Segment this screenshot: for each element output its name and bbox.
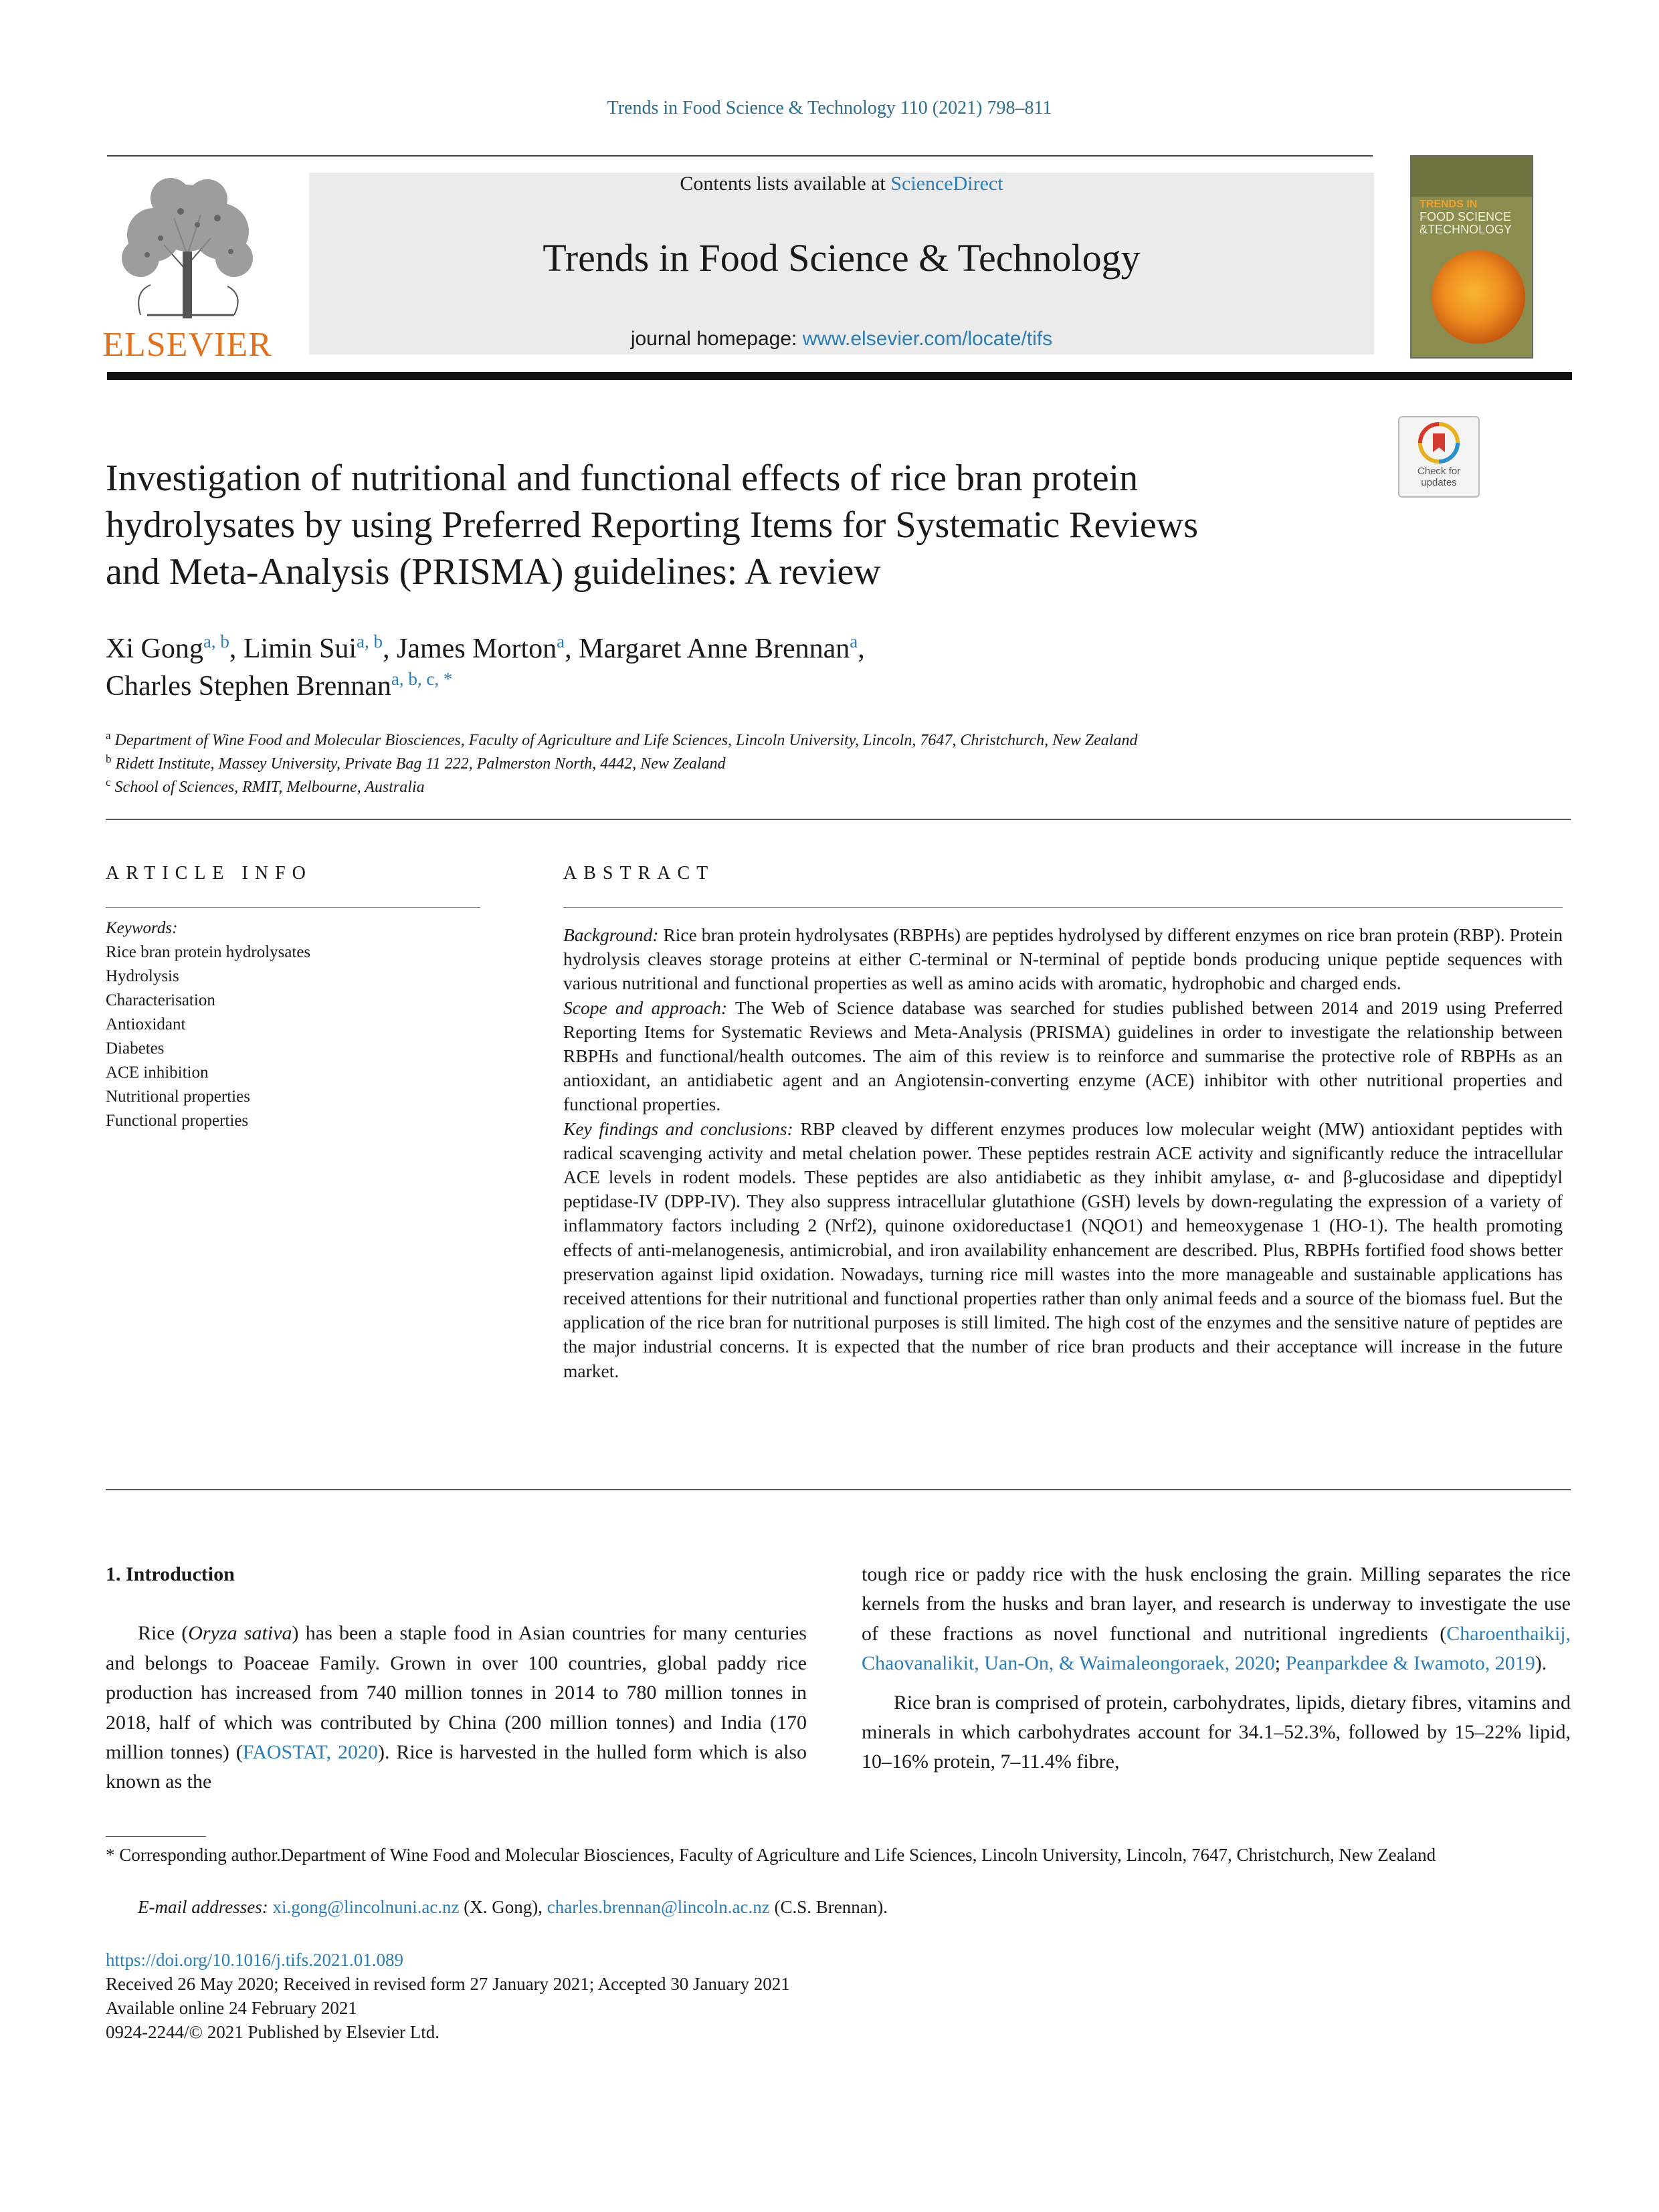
abstract-findings-text: RBP cleaved by different enzymes produces low molecular weight (MW) antioxidant peptides with radical scavenging activity and metal chelation power. These peptides restrain ACE activity and significantly reduce the intracellular ACE levels in rodent models. These peptides are also antidiabetic as they inhibit amylase, α- and β-glucosidase and dipeptidyl peptidase-IV (DPP-IV). They also suppress intracellular glutathione (GSH) levels by down-regulating the expression of a variety of inflammatory factors including 2 (Nrf2), quinone oxidoreductase1 (NQO1) and hemeoxygenase 1 (HO-1). The health promoting effects of anti-melanogenesis, antimicrobial, and iron availability enhancement are described. Plus, RBPHs fortified food shows better preservation against lipid oxidation. Nowadays, turning rice mill wastes into the more manageable and sustainable applications has received attentions for their nutritional and functional properties rather than only animal feeds and a source of the biomass fuel. But the application of the rice bran for nutritional purposes is still limited. The high cost of the enzymes and the sensitive nature of peptides are the major industrial concerns. It is expected that the number of rice bran products and their acceptance will increase in the future market. [563,1118,1563,1381]
email-link-brennan[interactable]: charles.brennan@lincoln.ac.nz [547,1897,770,1917]
article-info-heading: ARTICLE INFO [106,863,312,884]
received-dates: Received 26 May 2020; Received in revised form 27 January 2021; Accepted 30 January 2021 [106,1974,790,1994]
author-name[interactable]: Limin Sui [243,633,357,664]
affiliation-divider [106,819,1571,820]
sciencedirect-link[interactable]: ScienceDirect [890,173,1003,195]
journal-citation-link[interactable]: Trends in Food Science & Technology 110 (2021) 798–811 [607,98,1052,118]
intro-text: ). Rice is harvested in the hulled form which is also known as the [106,1741,807,1793]
keyword: Diabetes [106,1039,165,1058]
elsevier-wordmark: ELSEVIER [102,326,272,364]
author-separator: , [383,633,397,664]
cover-title-line2: &TECHNOLOGY [1420,223,1512,236]
affiliation-c [106,776,1571,799]
journal-homepage-link[interactable]: www.elsevier.com/locate/tifs [802,328,1053,350]
abstract-findings [563,1117,1563,1383]
article-title [106,455,1363,595]
abstract-scope-text: The Web of Science database was searched for studies published between 2014 and 2019 using Preferred Reporting Items for Systematic Reviews and Meta-Analysis (PRISMA) guidelines in order to investigate the relationship between RBPHs and functional/health outcomes. The aim of this review is to reinforce and summarise the protective role of RBPHs as an antioxidant, an antidiabetic agent and an Angiotensin-converting enzyme (ACE) inhibitor with other nutritional properties and functional properties. [563,997,1563,1115]
author-name[interactable]: Xi Gong [106,633,203,664]
intro-paragraph-1 [106,1619,807,1797]
affiliation-text: Ridett Institute, Massey University, Private Bag 11 222, Palmerston North, 4442, New Zealand [115,755,726,773]
cover-title [1420,198,1527,236]
check-for-updates-label: Check for updates [1417,466,1461,488]
keyword: Characterisation [106,991,215,1009]
author-list [106,630,1377,705]
doi-link[interactable]: https://doi.org/10.1016/j.tifs.2021.01.089 [106,1950,404,1970]
intro-paragraph-2: Rice bran is comprised of protein, carbohydrates, lipids, dietary fibres, vitamins and minerals in which carbohydrates account for 34.1–52.3%, followed by 15–22% lipid, 10–16% protein, 7–11.4% fibre, [862,1691,1571,1773]
header-bottom-rule [107,372,1572,380]
keyword: Antioxidant [106,1015,186,1033]
article-info-rule [106,907,480,908]
citation-link-faostat[interactable]: FAOSTAT, 2020 [242,1741,378,1764]
affiliation-a [106,729,1571,752]
author-affiliation-marks[interactable]: a [557,631,565,651]
cover-brand: TRENDS IN [1420,199,1478,210]
citation-separator: ; [1274,1652,1286,1675]
abstract-background-label: Background: [563,924,659,945]
author-affiliation-marks[interactable]: a, b [357,631,383,651]
keyword: Functional properties [106,1112,249,1130]
bookmark-icon [1399,417,1478,466]
email-addresses [138,1894,1569,1920]
title-line: Investigation of nutritional and functional effects of rice bran protein [106,458,1139,499]
keywords-label: Keywords: [106,919,178,937]
author-name[interactable]: Charles Stephen Brennan [106,671,391,702]
species-name: Oryza sativa [188,1622,292,1645]
author-affiliation-marks[interactable]: a, b, c, * [391,669,453,689]
available-online-date: Available online 24 February 2021 [106,1998,357,2018]
journal-cover-image[interactable] [1410,155,1533,359]
intro-text: ). [1535,1652,1547,1675]
copyright-line: 0924-2244/© 2021 Published by Elsevier Ltd. [106,2022,440,2042]
author-separator: , [565,633,579,664]
body-left-column [106,1560,807,1797]
affiliation-mark: c [106,776,111,789]
email-owner: (X. Gong), [459,1897,547,1917]
author-separator: , [229,633,243,664]
cover-fruit-graphic [1432,250,1525,344]
keyword: ACE inhibition [106,1064,209,1082]
journal-homepage-line [309,328,1374,350]
email-link-gong[interactable]: xi.gong@lincolnuni.ac.nz [272,1897,460,1917]
author-affiliation-marks[interactable]: a [850,631,858,651]
intro-text: ) has been a staple food in Asian countries for many centuries and belongs to Poaceae Family. Grown in over 100 countries, global paddy rice production has increased from 740 million tonnes in 2014 to 780 million tonnes in 2018, half of which was contributed by China (200 million tonnes) and India (170 million tonnes) ( [106,1622,807,1764]
contents-available-line [309,173,1374,195]
abstract-rule [563,907,1563,908]
body-right-column [862,1560,1571,1777]
title-line: and Meta-Analysis (PRISMA) guidelines: A review [106,551,881,593]
affiliation-text: School of Sciences, RMIT, Melbourne, Australia [114,779,425,796]
keyword: Rice bran protein hydrolysates [106,943,311,961]
author-name[interactable]: James Morton [397,633,557,664]
author-affiliation-marks[interactable]: a, b [203,631,229,651]
corresponding-author-note: * Corresponding author.Department of Wine Food and Molecular Biosciences, Faculty of Agriculture and Life Sciences, Lincoln University, Lincoln, 7647, Christchurch, New Zealand [106,1845,1436,1865]
email-label: E-mail addresses: [138,1897,268,1917]
journal-name: Trends in Food Science & Technology [543,236,1141,280]
citation-link-charoenthaikij[interactable]: Charoenthaikij, Chaovanalikit, Uan-On, & Waimaleongoraek, 2020 [862,1622,1571,1675]
title-line: hydrolysates by using Preferred Reporting Items for Systematic Reviews [106,504,1198,546]
affiliation-mark: b [106,752,112,765]
keyword: Hydrolysis [106,967,179,985]
contents-prefix: Contents lists available at [680,173,891,195]
homepage-prefix: journal homepage: [630,328,803,350]
abstract-heading: ABSTRACT [563,863,715,884]
affiliation-text: Department of Wine Food and Molecular Biosciences, Faculty of Agriculture and Life Sciences, Lincoln University, Lincoln, 7647, Christchurch, New Zealand [114,732,1138,749]
cover-title-line1: FOOD SCIENCE [1420,210,1512,223]
keywords-block [106,916,480,1133]
check-for-updates-button[interactable] [1398,416,1480,498]
author-name[interactable]: Margaret Anne Brennan [579,633,850,664]
intro-text: tough rice or paddy rice with the husk enclosing the grain. Milling separates the rice kernels from the husks and bran layer, and research is underway to investigate the use of these fractions as novel functional and nutritional ingredients ( [862,1563,1571,1645]
abstract-background [563,923,1563,996]
keyword: Nutritional properties [106,1088,250,1106]
abstract-scope-label: Scope and approach: [563,997,728,1018]
affiliation-mark: a [106,729,111,742]
abstract-bottom-divider [106,1489,1571,1490]
citation-link-peanparkdee[interactable]: Peanparkdee & Iwamoto, 2019 [1285,1652,1535,1675]
cover-top-band [1411,157,1532,197]
header-top-rule [107,155,1373,157]
intro-paragraph-continued [862,1560,1571,1679]
email-owner: (C.S. Brennan). [769,1897,888,1917]
abstract-background-text: Rice bran protein hydrolysates (RBPHs) are peptides hydrolysed by different enzymes on rice bran protein (RBP). Protein hydrolysis cleaves storage proteins at either C-terminal or N-terminal of peptide bonds producing unique peptide sequences with various nutritional and functional properties as well as amino acids with aromatic, hydrophobic and charged ends. [563,924,1563,994]
abstract-scope [563,996,1563,1117]
abstract-findings-label: Key findings and conclusions: [563,1118,793,1139]
intro-text: Rice ( [138,1622,189,1645]
affiliation-b [106,752,1571,775]
footnote-rule [106,1836,206,1837]
author-separator: , [858,633,865,664]
section-heading-introduction: 1. Introduction [106,1563,235,1585]
abstract-body [563,923,1563,1383]
